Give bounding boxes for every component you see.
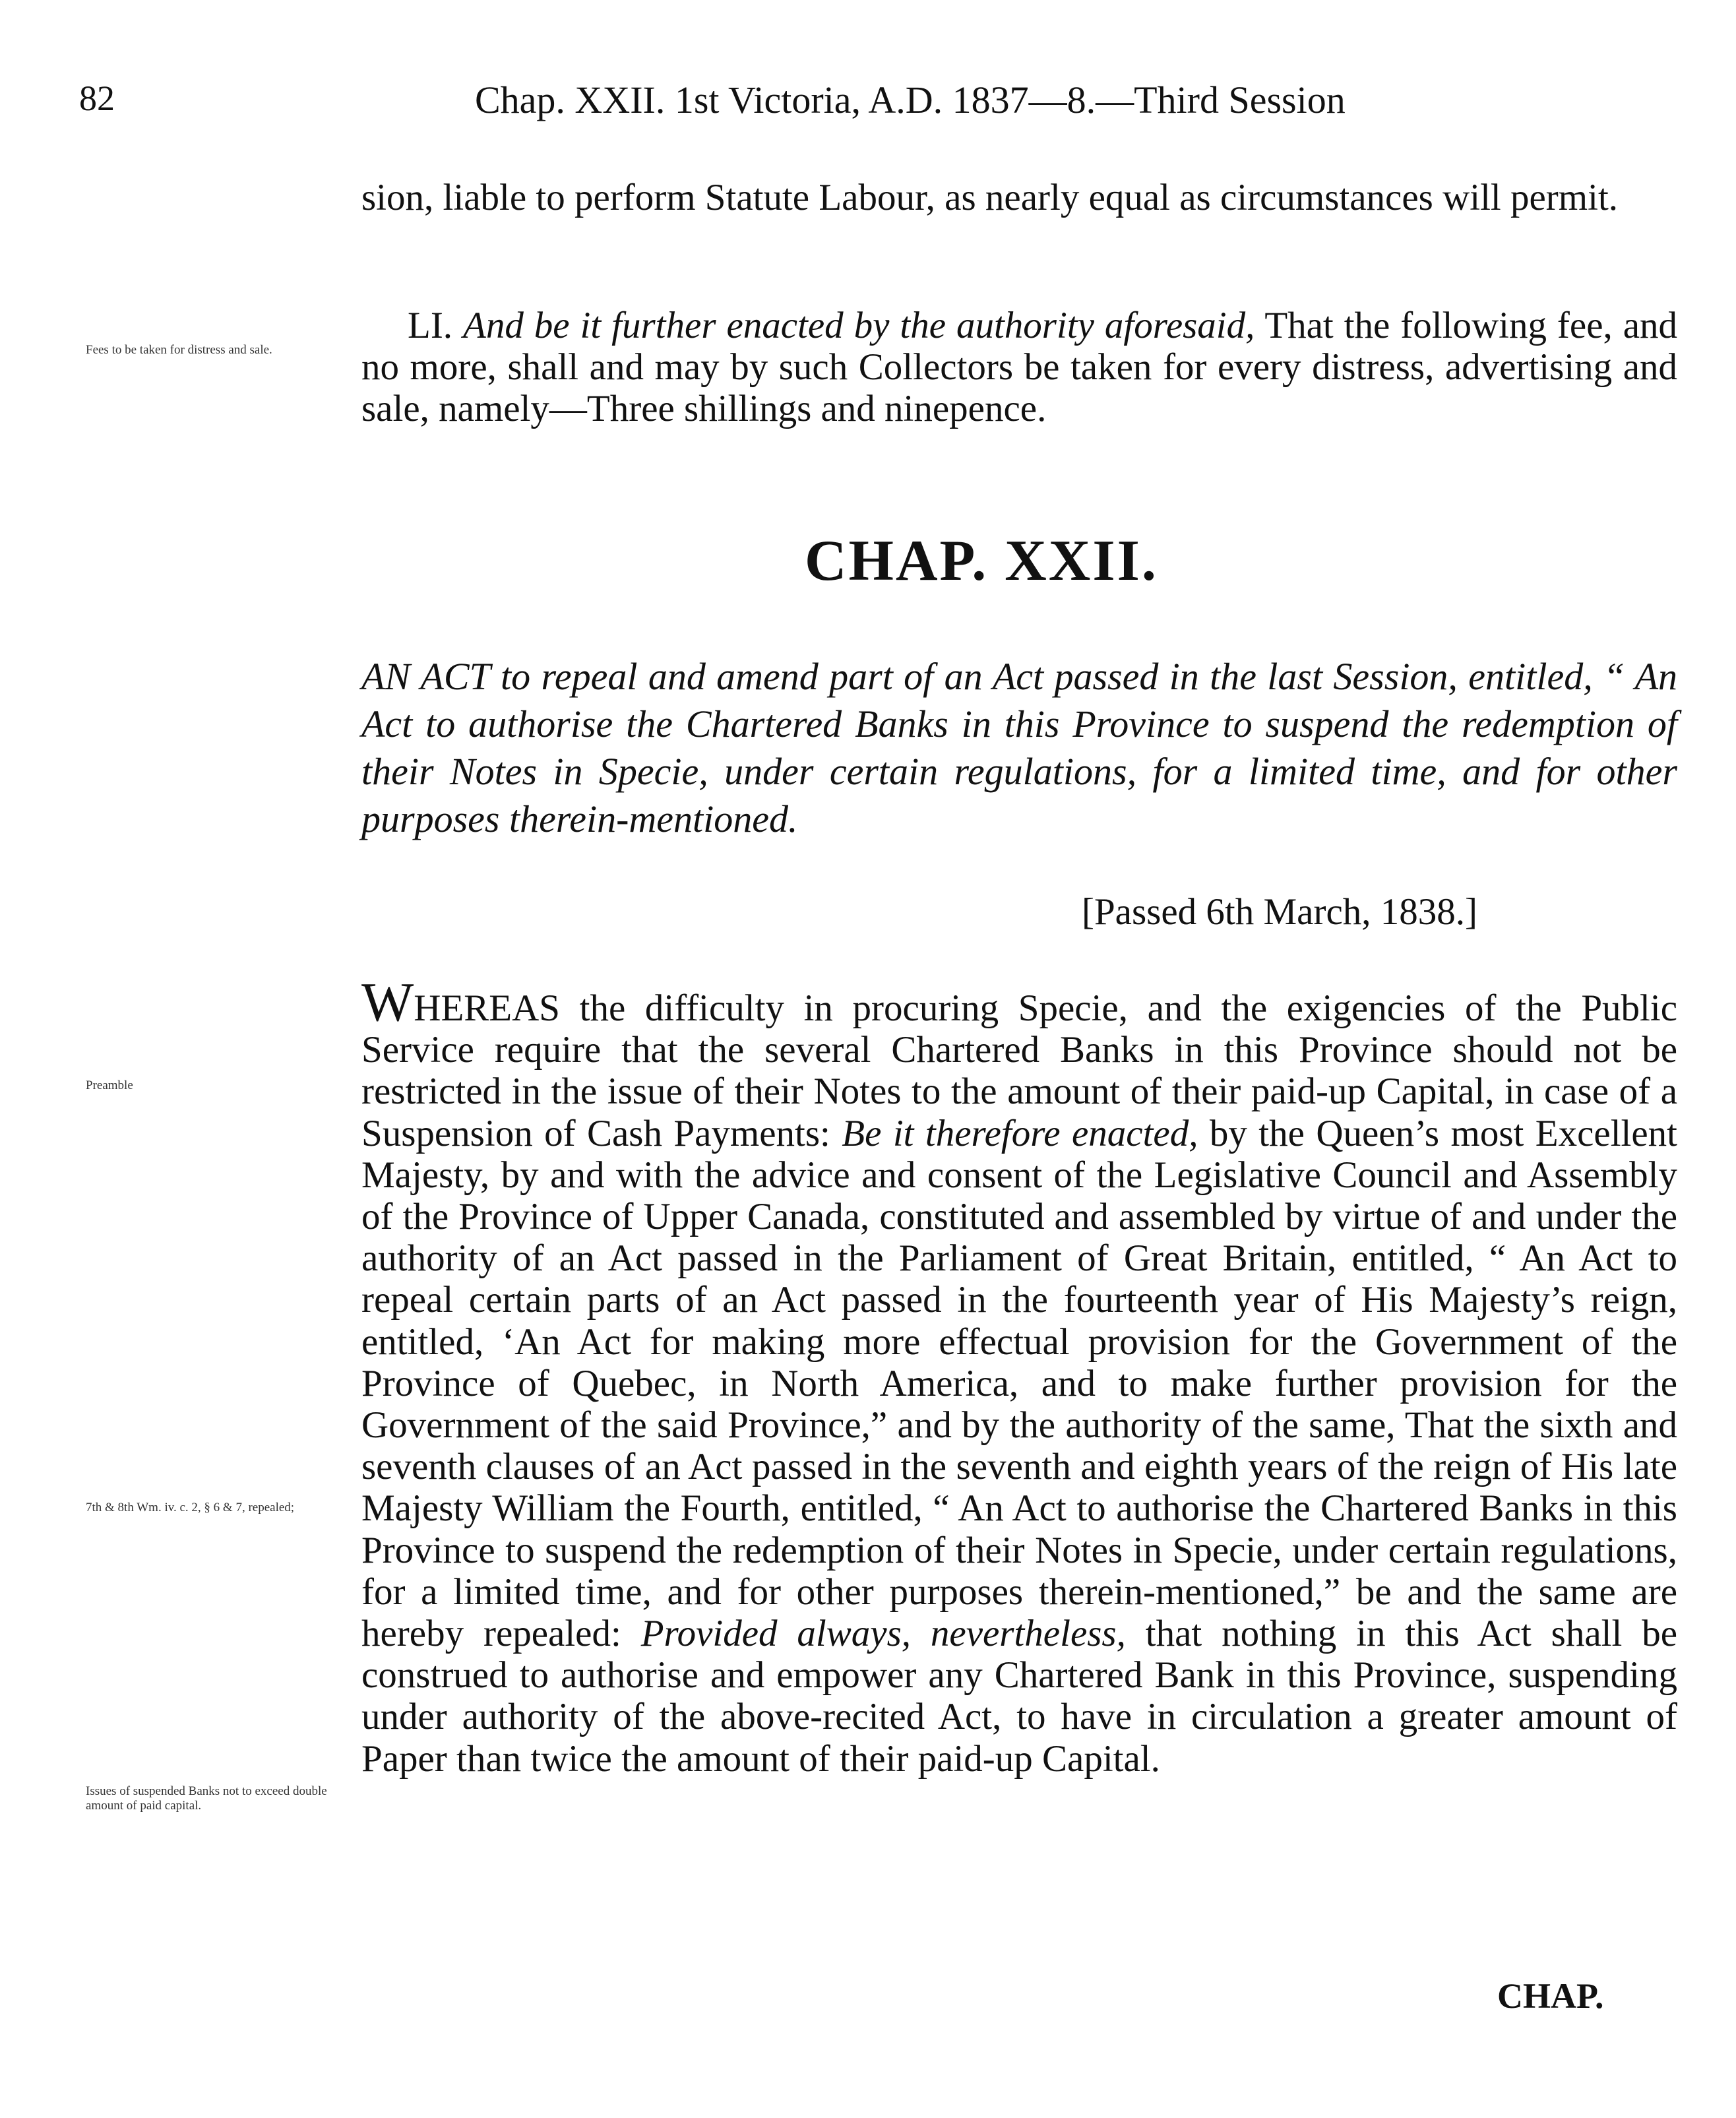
whereas-opening: HEREAS [414,987,560,1029]
page-number: 82 [79,78,115,118]
margin-note-issues: Issues of suspended Banks not to exceed double amount of paid capital. [86,1784,327,1813]
act-lead: AN ACT [361,655,490,698]
section-li [361,305,1677,429]
catchword: CHAP. [1497,1976,1604,2016]
preamble-text-1: the difficulty in procuring Specie, and the exigencies of the Public Service require that the several Chartered Banks in this Province should not be restricted in the issue of their Notes to the amount of their paid-up Capital, in case of a Suspension of Cash Payments: [361,987,1678,1154]
act-title-text: to repeal and amend part of an Act passed in the last Session, entitled, “ An Act to authorise the Chartered Banks in this Province to suspend the redemption of their Notes in Specie, under certain regulations, for a limited time, and for other purposes therein-mentioned. [361,655,1677,840]
margin-note-preamble: Preamble [86,1078,133,1092]
preamble-paragraph [361,972,1678,1780]
running-head: Chap. XXII. 1st Victoria, A.D. 1837—8.—Third Session [475,78,1346,121]
drop-capital: W [361,972,414,1033]
enacting-clause: And be it further enacted by the authority aforesaid, [463,305,1255,346]
margin-note-repeal: 7th & 8th Wm. iv. c. 2, § 6 & 7, repealed; [86,1501,295,1514]
preamble-text-3: that nothing in this Act shall be construed to authorise and empower any Chartered Bank in this Province, suspending under authority of the above-recited Act, to have in circulation a greater amount of Paper than twice the amount of their paid-up Capital. [361,1613,1678,1780]
be-it-enacted: Be it therefore enacted, [842,1112,1198,1154]
section-li-text: That the following fee, and no more, shall and may by such Collectors be taken for every distress, advertising and sale, namely—Three shillings and ninepence. [361,305,1677,429]
continued-text: sion, liable to perform Statute Labour, as nearly equal as circumstances will permit. [361,177,1619,218]
act-long-title [361,653,1677,843]
section-number: LI. [408,305,453,346]
passed-date: [Passed 6th March, 1838.] [1082,891,1477,933]
continued-paragraph [361,177,1677,218]
chapter-heading: CHAP. XXII. [805,529,1158,593]
section-li-paragraph [361,305,1677,429]
proviso: Provided always, nevertheless, [640,1613,1126,1655]
preamble-text-2: by the Queen’s most Excellent Majesty, by and with the advice and consent of the Legislative Council and Assembly of the Province of Upper Canada, constituted and assembled by virtue of and under the authority of an Act passed in the Parliament of Great Britain, entitled, “ An Act to repeal certain parts of an Act passed in the fourteenth year of His Majesty’s reign, entitled, ‘An Act for making more effectual provision for the Government of the Province of Quebec, in North America, and to make further provision for the Government of the said Province,” and by the authority of the same, That the sixth and seventh clauses of an Act passed in the seventh and eighth years of the reign of His late Majesty William the Fourth, entitled, “ An Act to authorise the Chartered Banks in this Province to suspend the redemption of their Notes in Specie, under certain regulations, for a limited time, and for other purposes therein-mentioned,” be and the same are hereby repealed: [361,1112,1677,1655]
margin-note-fees: Fees to be taken for distress and sale. [86,343,272,357]
